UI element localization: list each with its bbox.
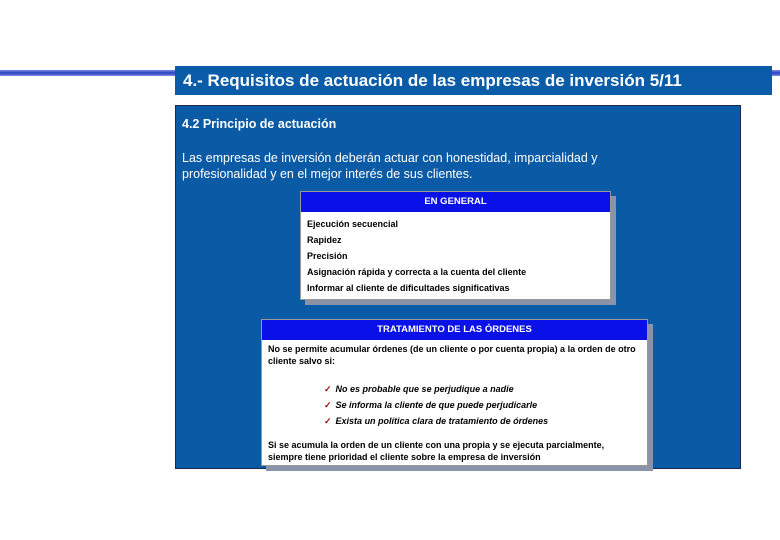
list-item: Asignación rápida y correcta a la cuenta del cliente: [307, 267, 527, 277]
condition-text: Exista un política clara de tratamiento de órdenes: [335, 416, 549, 426]
list-item: Informar al cliente de dificultades significativas: [307, 283, 510, 293]
list-item: Precisión: [307, 251, 348, 261]
intro-text: Las empresas de inversión deberán actuar con honestidad, imparcialidad y profesionalidad y en el mejor interés de sus clientes.: [182, 151, 598, 181]
list-item: Ejecución secuencial: [307, 219, 399, 229]
slide-title: 4.- Requisitos de actuación de las empresas de inversión 5/11: [175, 66, 772, 95]
condition-text: Se informa la cliente de que puede perjudicarle: [335, 400, 538, 410]
check-icon: ✓: [324, 400, 332, 410]
check-icon: ✓: [324, 416, 332, 426]
general-header: EN GENERAL: [301, 192, 610, 212]
condition-item: [262, 397, 647, 413]
general-box: [300, 191, 611, 300]
content-panel: [175, 105, 741, 469]
orders-lead: No se permite acumular órdenes (de un cliente o por cuenta propia) a la orden de otro cliente salvo si:: [268, 344, 636, 366]
orders-box: [261, 319, 648, 466]
condition-item: [262, 413, 647, 429]
condition-text: No es probable que se perjudique a nadie: [335, 384, 514, 394]
list-item: Rapidez: [307, 235, 342, 245]
orders-header: TRATAMIENTO DE LAS ÓRDENES: [262, 320, 647, 340]
condition-item: [262, 381, 647, 397]
orders-footer: Si se acumula la orden de un cliente con una propia y se ejecuta parcialmente, siempre tiene prioridad el cliente sobre la empresa de inversión: [268, 440, 605, 462]
section-heading: 4.2 Principio de actuación: [182, 117, 337, 131]
check-icon: ✓: [324, 384, 332, 394]
